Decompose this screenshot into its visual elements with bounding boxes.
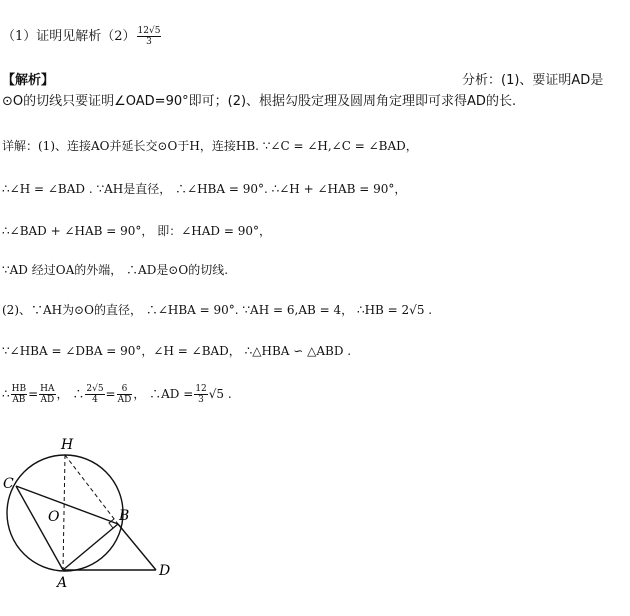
equals-sign-2: = (105, 387, 116, 401)
detail-line4: ∵AD 经过OA的外端， ∴AD是⊙O的切线. (2, 263, 229, 277)
answer-line (2, 26, 162, 47)
segment-cb (16, 486, 118, 524)
analysis-header: 【解析】 (2, 73, 55, 88)
detail-line7 (2, 384, 232, 405)
frac-6-ad: $\frac{6}{AD}$ (117, 384, 132, 405)
therefore-sign: ∴ (2, 387, 10, 401)
equals-sign: = (28, 387, 39, 401)
frac-12-3: $\frac{12}{3}$ (195, 384, 207, 405)
separator-text: ， ∴ (56, 387, 85, 401)
result-suffix: √5 . (208, 387, 232, 401)
frac-hb-ab: $\frac{HB}{AB}$ (11, 384, 27, 405)
label-a: A (57, 575, 68, 591)
answer-text: （1）证明见解析（2） (2, 29, 136, 44)
detail-line1: 详解：(1)、连接AO并延长交⊙O于H，连接HB. ∵∠C = ∠H,∠C = ∠BAD， (2, 139, 418, 153)
result-prefix: ， ∴AD = (133, 387, 194, 401)
detail-line3: ∴∠BAD + ∠HAB = 90°， 即：∠HAD = 90°， (2, 224, 272, 238)
segment-bd (118, 524, 156, 570)
label-h: H (61, 437, 74, 453)
segment-ha-dashed (63, 455, 65, 570)
analysis-line2: ⊙O的切线只要证明∠OAD=90°即可；(2)、根据勾股定理及圆周角定理即可求得AD的长. (2, 94, 517, 109)
detail-line6: ∵∠HBA = ∠DBA = 90°，∠H = ∠BAD， ∴△HBA ∽ △ABD . (2, 344, 352, 358)
label-c: C (3, 476, 14, 492)
segment-ab (63, 524, 118, 570)
circle-diagram (0, 432, 200, 612)
frac-2root5-4: $\frac{2√5}{4}$ (86, 384, 104, 405)
label-o: O (48, 509, 60, 525)
analysis-label: 分析：(1)、要证明AD是 (462, 73, 604, 88)
answer-fraction: $\frac{12√5}{3}$ (137, 26, 161, 47)
detail-line5: (2)、∵AH为⊙O的直径， ∴∠HBA = 90°. ∵AH = 6,AB = 4， ∴HB = 2√5 . (2, 303, 433, 317)
label-b: B (119, 508, 130, 524)
frac-ha-ad: $\frac{HA}{AD}$ (40, 384, 55, 405)
label-d: D (159, 563, 171, 579)
detail-line2: ∴∠H = ∠BAD . ∵AH是直径， ∴∠HBA = 90°. ∴∠H + ∠HAB = 90°， (2, 182, 407, 196)
segment-ca (16, 486, 63, 570)
geometry-figure (0, 432, 200, 616)
